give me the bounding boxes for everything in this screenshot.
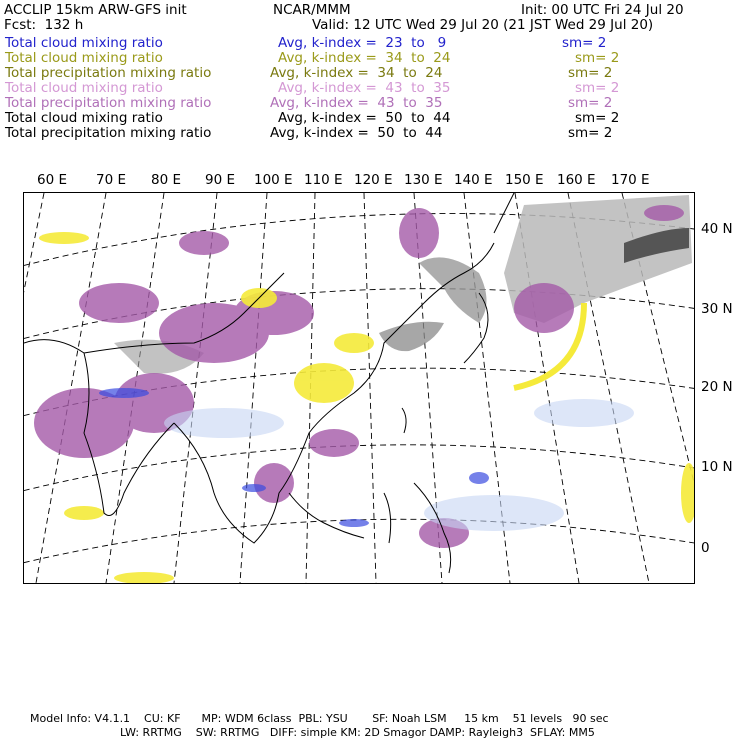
lon-label: 60 E <box>37 172 67 188</box>
lon-label: 100 E <box>254 172 293 188</box>
lat-label: 30 N <box>701 301 733 317</box>
field-name: Total precipitation mixing ratio <box>5 125 212 141</box>
institution-label: NCAR/MMM <box>273 2 351 18</box>
field-avg: Avg, k-index = 43 to 35 <box>278 80 451 96</box>
field-name: Total cloud mixing ratio <box>5 35 163 51</box>
field-sm: sm= 2 <box>575 50 620 66</box>
lat-label: 40 N <box>701 221 733 237</box>
field-name: Total cloud mixing ratio <box>5 80 163 96</box>
init-time: Init: 00 UTC Fri 24 Jul 20 <box>521 2 684 18</box>
field-sm: sm= 2 <box>562 35 607 51</box>
lat-label: 20 N <box>701 379 733 395</box>
field-avg: Avg, k-index = 23 to 9 <box>278 35 447 51</box>
lon-label: 140 E <box>454 172 493 188</box>
field-sm: sm= 2 <box>575 110 620 126</box>
lon-label: 160 E <box>557 172 596 188</box>
lon-label: 70 E <box>96 172 126 188</box>
lat-label: 0 <box>701 540 710 556</box>
light-blue-haze <box>164 399 634 531</box>
lat-label: 10 N <box>701 459 733 475</box>
forecast-map <box>24 193 694 583</box>
model-info-line2: LW: RRTMG SW: RRTMG DIFF: simple KM: 2D Smagor DAMP: Rayleigh3 SFLAY: MM5 <box>120 726 595 739</box>
field-sm: sm= 2 <box>568 65 613 81</box>
map-panel <box>23 192 695 584</box>
lon-label: 150 E <box>505 172 544 188</box>
field-avg: Avg, k-index = 43 to 35 <box>270 95 443 111</box>
lon-label: 120 E <box>354 172 393 188</box>
field-sm: sm= 2 <box>568 95 613 111</box>
map-title: ACCLIP 15km ARW-GFS init <box>4 2 187 18</box>
valid-time: Valid: 12 UTC Wed 29 Jul 20 (21 JST Wed 29 Jul 20) <box>312 17 654 33</box>
field-name: Total cloud mixing ratio <box>5 110 163 126</box>
forecast-hour: Fcst: 132 h <box>4 17 84 33</box>
model-info-line1: Model Info: V4.1.1 CU: KF MP: WDM 6class PBL: YSU SF: Noah LSM 15 km 51 levels 90 sec <box>30 712 609 725</box>
lon-label: 90 E <box>205 172 235 188</box>
lon-label: 130 E <box>404 172 443 188</box>
lon-label: 170 E <box>611 172 650 188</box>
field-name: Total cloud mixing ratio <box>5 50 163 66</box>
field-avg: Avg, k-index = 34 to 24 <box>278 50 451 66</box>
field-avg: Avg, k-index = 34 to 24 <box>270 65 443 81</box>
lon-label: 110 E <box>304 172 343 188</box>
field-avg: Avg, k-index = 50 to 44 <box>278 110 451 126</box>
lon-label: 80 E <box>151 172 181 188</box>
field-avg: Avg, k-index = 50 to 44 <box>270 125 443 141</box>
field-sm: sm= 2 <box>575 80 620 96</box>
field-name: Total precipitation mixing ratio <box>5 65 212 81</box>
field-name: Total precipitation mixing ratio <box>5 95 212 111</box>
field-sm: sm= 2 <box>568 125 613 141</box>
